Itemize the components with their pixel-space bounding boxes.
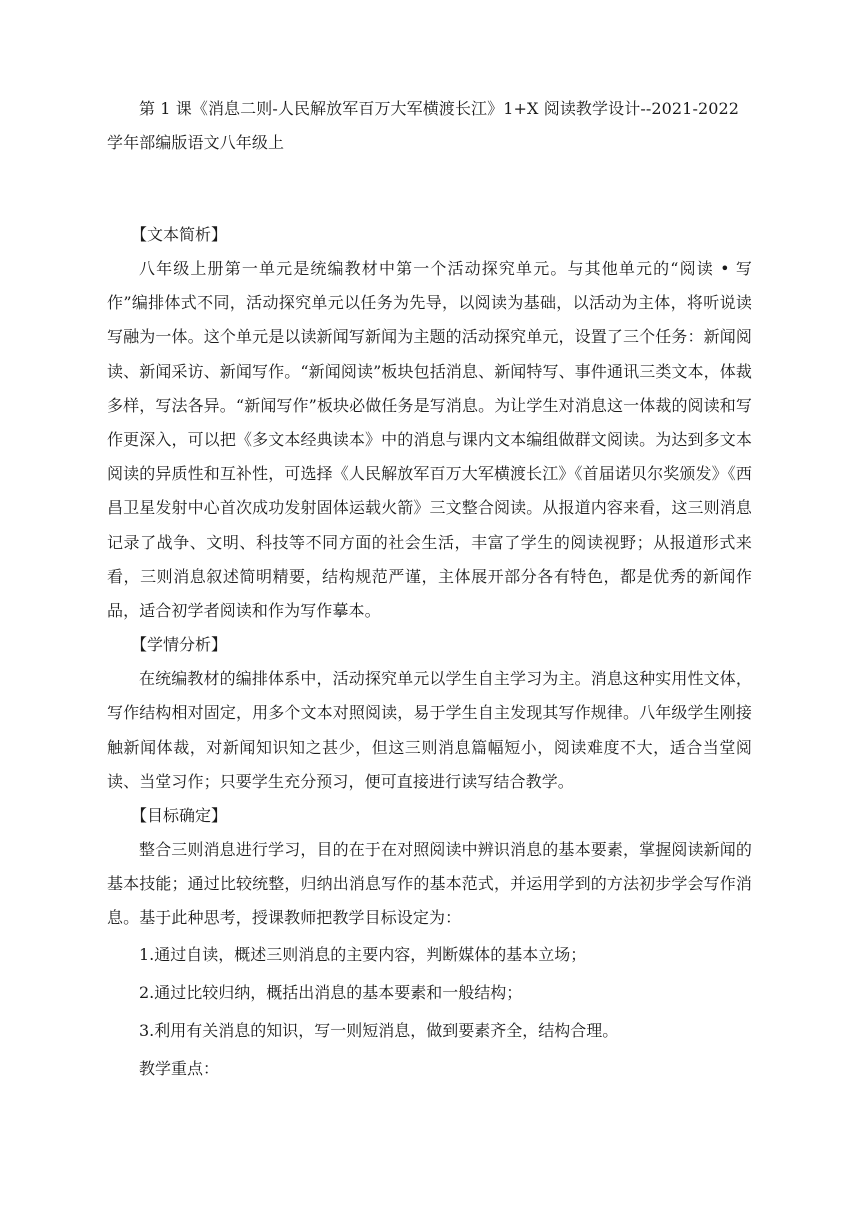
section-heading-learner-analysis: 【学情分析】: [131, 635, 228, 655]
title-spacer: [107, 160, 752, 218]
paragraph-goal-setting: 整合三则消息进行学习，目的在于在对照阅读中辨识消息的基本要素，掌握阅读新闻的基本技能；通过比较统整，归纳出消息写作的基本范式，并运用学到的方法初步学会写作消息。基于此种思考，授课教师把教学目标设定为：: [107, 840, 752, 928]
section-heading-goal-setting: 【目标确定】: [131, 806, 228, 826]
goal-item-2: 2.通过比较归纳，概括出消息的基本要素和一般结构；: [139, 982, 523, 1002]
goal-item-3: 3.利用有关消息的知识，写一则短消息，做到要素齐全，结构合理。: [139, 1020, 619, 1040]
document-title: 第 1 课《消息二则-人民解放军百万大军横渡长江》1+X 阅读教学设计--2021-2022 学年部编版语文八年级上: [107, 99, 740, 152]
paragraph-text-analysis: 八年级上册第一单元是统编教材中第一个活动探究单元。与其他单元的“阅读 • 写作”编排体式不同，活动探究单元以任务为先导，以阅读为基础，以活动为主体，将听说读写融为一体。这个单元是以读新闻写新闻为主题的活动探究单元，设置了三个任务：新闻阅读、新闻采访、新闻写作。“新闻阅读”板块包括消息、新闻特写、事件通讯三类文本，体裁多样，写法各异。“新闻写作”板块必做任务是写消息。为让学生对消息这一体裁的阅读和写作更深入，可以把《多文本经典读本》中的消息与课内文本编组做群文阅读。为达到多文本阅读的异质性和互补性，可选择《人民解放军百万大军横渡长江》《首届诺贝尔奖颁发》《西昌卫星发射中心首次成功发射固体运载火箭》三文整合阅读。从报道内容来看，这三则消息记录了战争、文明、科技等不同方面的社会生活，丰富了学生的阅读视野；从报道形式来看，三则消息叙述简明精要，结构规范严谨，主体展开部分各有特色，都是优秀的新闻作品，适合初学者阅读和作为写作摹本。: [107, 259, 752, 621]
goal-item-1: 1.通过自读，概述三则消息的主要内容，判断媒体的基本立场；: [139, 944, 587, 964]
teaching-focus-label: 教学重点：: [139, 1058, 220, 1078]
section-heading-text-analysis: 【文本简析】: [131, 225, 228, 244]
document-body: [107, 92, 752, 1088]
paragraph-learner-analysis: 在统编教材的编排体系中，活动探究单元以学生自主学习为主。消息这种实用性文体，写作结构相对固定，用多个文本对照阅读，易于学生自主发现其写作规律。八年级学生刚接触新闻体裁，对新闻知识知之甚少，但这三则消息篇幅短小，阅读难度不大，适合当堂阅读、当堂习作；只要学生充分预习，便可直接进行读写结合教学。: [107, 669, 752, 791]
